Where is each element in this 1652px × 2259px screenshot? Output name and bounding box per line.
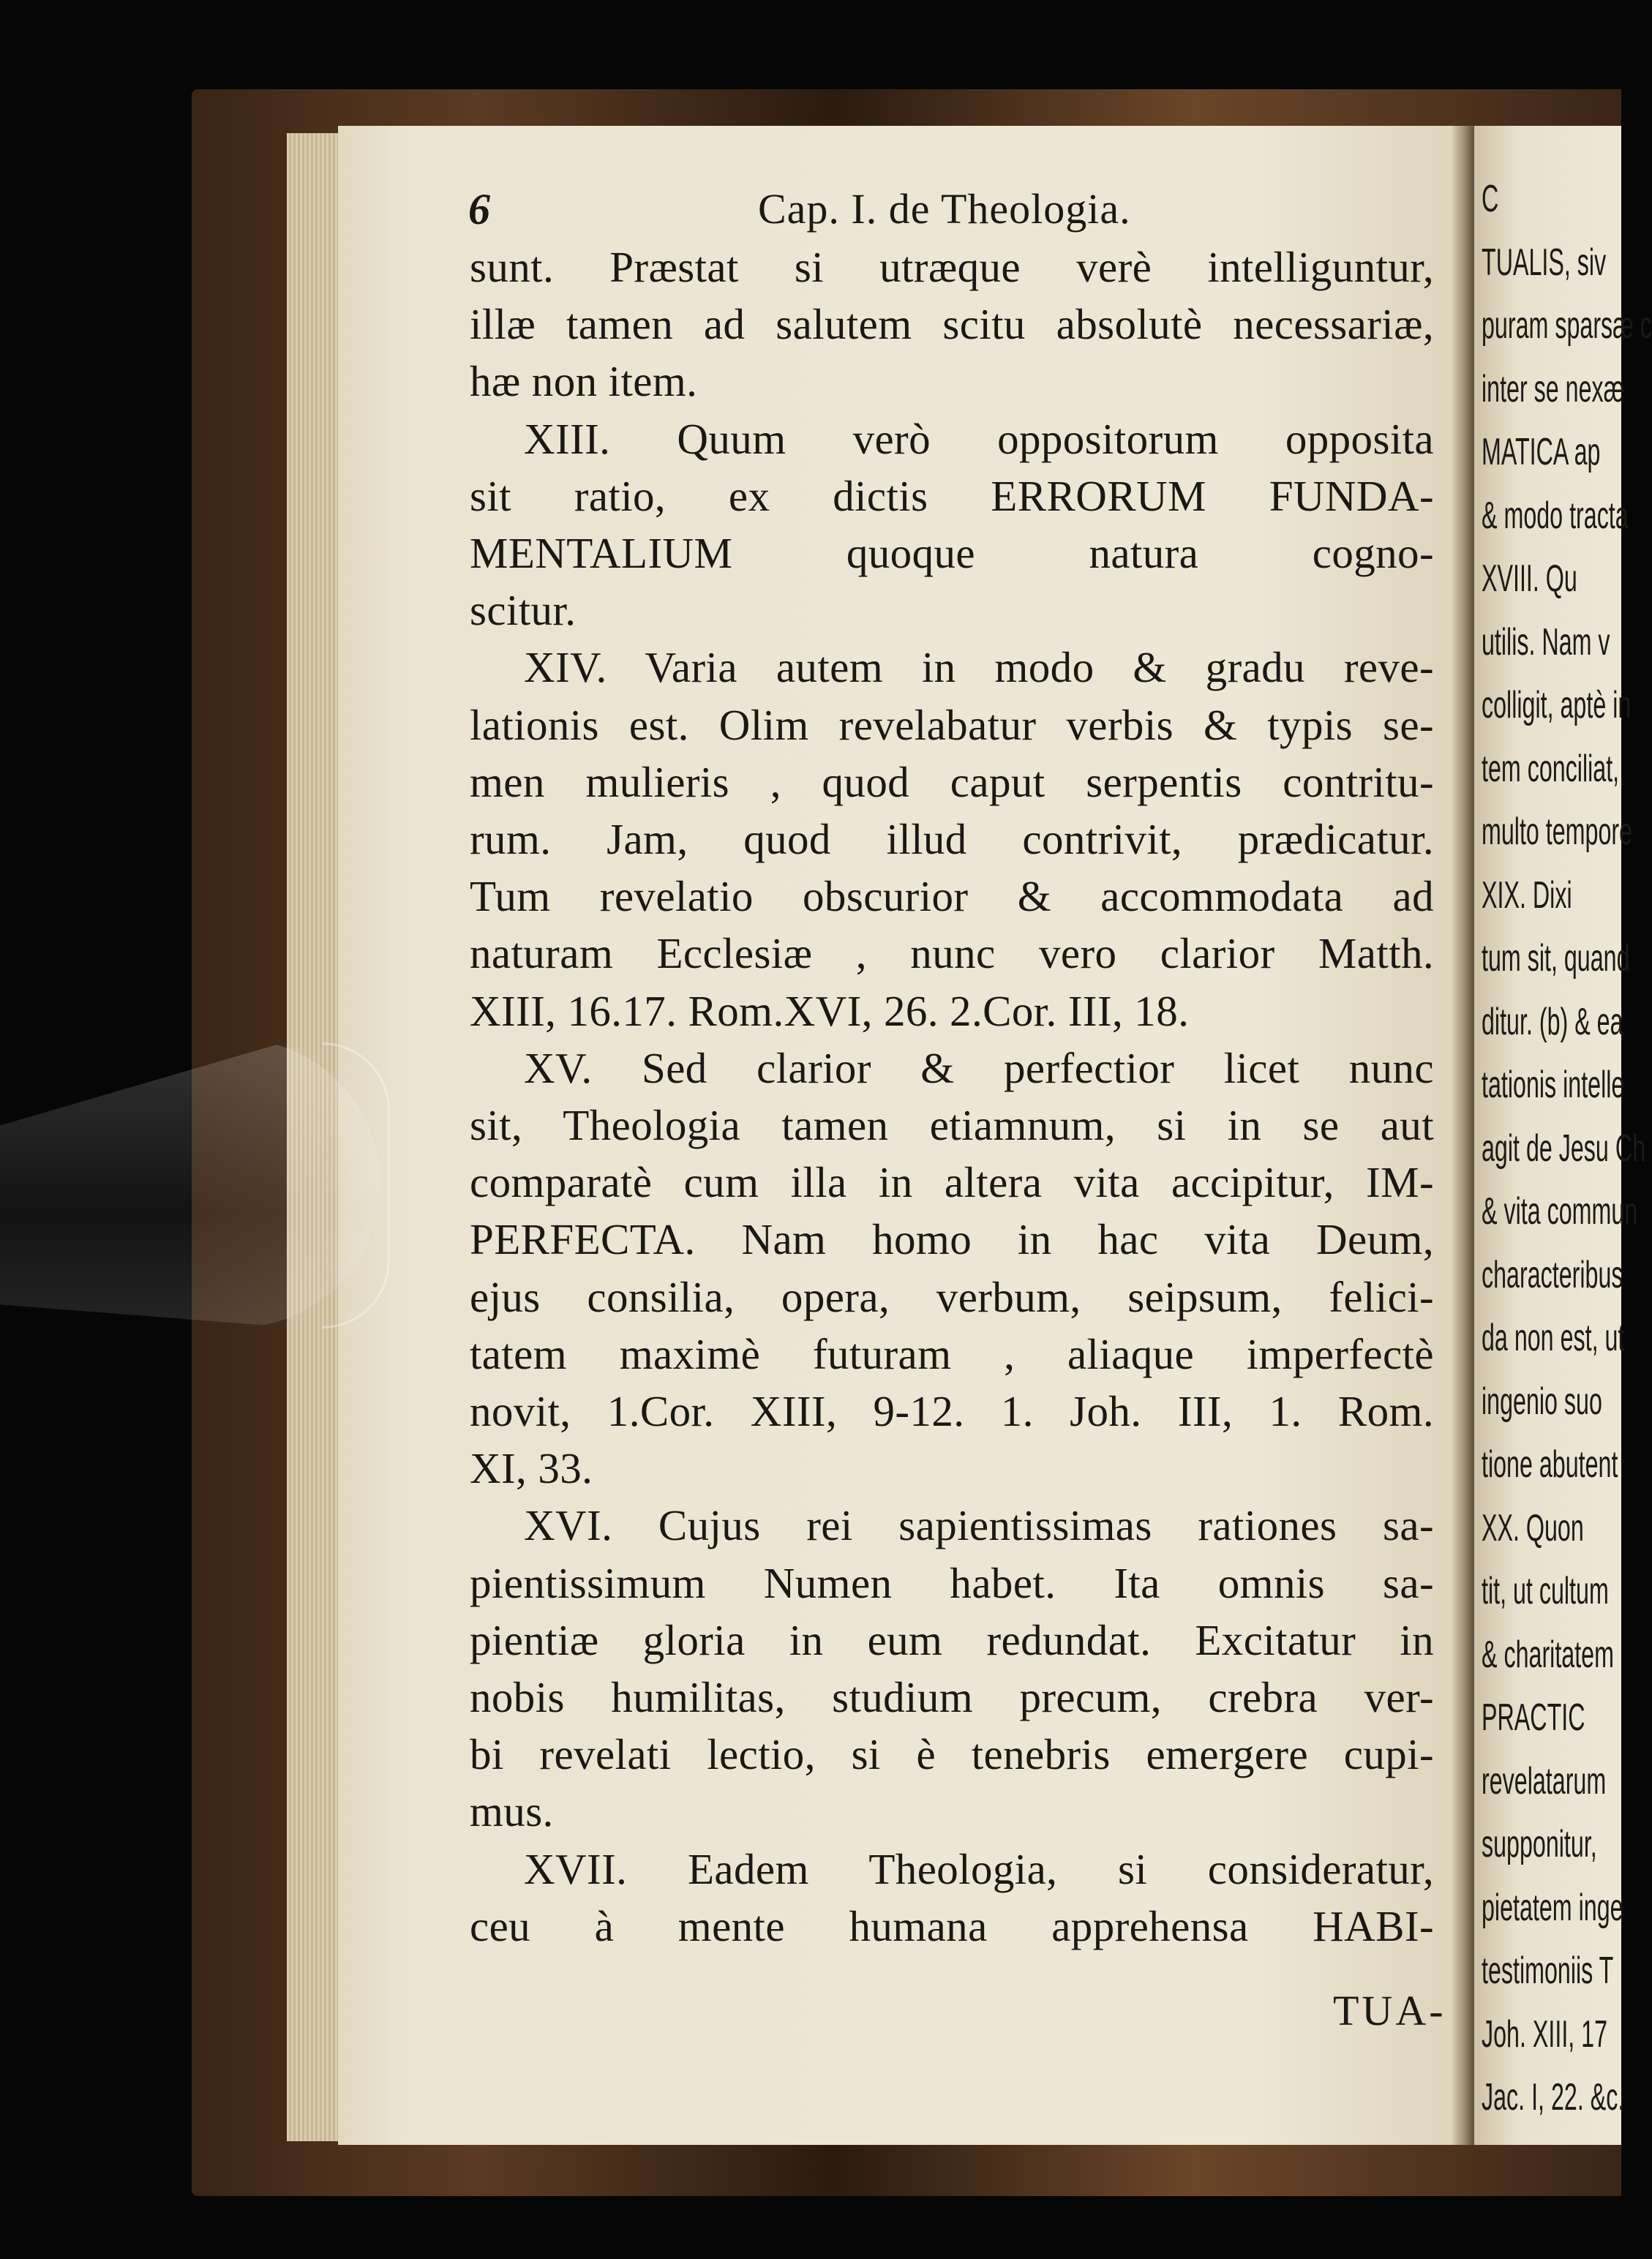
- glass-weight-edge: [322, 1042, 390, 1328]
- text-line: novit, 1.Cor. XIII, 9-12. 1. Joh. III, 1. Rom.: [470, 1387, 1434, 1435]
- text-line: XVI. Cujus rei sapientissimas rationes sa-: [524, 1501, 1434, 1550]
- facing-page-line: agit de Jesu Ch: [1482, 1127, 1646, 1170]
- catchword: TUA-: [1333, 1987, 1446, 2034]
- text-line: pientissimum Numen habet. Ita omnis sa-: [470, 1558, 1434, 1607]
- text-line: ejus consilia, opera, verbum, seipsum, felici-: [470, 1272, 1434, 1321]
- facing-page-line: Joh. XIII, 17: [1482, 2012, 1608, 2056]
- text-line: tatem maximè futuram , aliaque imperfectè: [470, 1329, 1434, 1378]
- text-line: mus.: [470, 1787, 554, 1836]
- facing-page-line: & charitatem: [1482, 1633, 1614, 1676]
- text-line: lationis est. Olim revelabatur verbis & typis se-: [470, 700, 1434, 749]
- facing-page-line: multo tempore: [1482, 811, 1633, 853]
- text-line: sunt. Præstat si utræque verè intelliguntur,: [470, 243, 1434, 291]
- facing-page-line: tationis intelle: [1482, 1064, 1625, 1106]
- text-line: PERFECTA. Nam homo in hac vita Deum,: [470, 1215, 1434, 1264]
- text-line: MENTALIUM quoque natura cogno-: [470, 529, 1434, 577]
- running-title: Cap. I. de Theologia.: [758, 185, 1131, 233]
- text-line: sit ratio, ex dictis ERRORUM FUNDA-: [470, 471, 1434, 520]
- text-line: scitur.: [470, 586, 577, 635]
- facing-page-line: da non est, ut: [1482, 1317, 1625, 1359]
- facing-page-line: XIX. Dixi: [1482, 873, 1572, 917]
- text-line: XV. Sed clarior & perfectior licet nunc: [524, 1043, 1434, 1092]
- facing-page-line: XX. Quon: [1482, 1506, 1584, 1549]
- facing-page-line: TUALIS, siv: [1482, 241, 1607, 284]
- text-line: XIII. Quum verò oppositorum opposita: [524, 414, 1434, 463]
- facing-page-line: colligit, aptè in: [1482, 684, 1632, 726]
- text-line: rum. Jam, quod illud contrivit, prædicatur.: [470, 815, 1434, 863]
- text-line: XIII, 16.17. Rom.XVI, 26. 2.Cor. III, 18.: [470, 986, 1190, 1035]
- facing-page-line: MATICA ap: [1482, 431, 1601, 473]
- text-line: ceu à mente humana apprehensa HABI-: [470, 1901, 1434, 1950]
- facing-page-line: tum sit, quand: [1482, 937, 1630, 980]
- text-line: XVII. Eadem Theologia, si consideratur,: [524, 1844, 1434, 1893]
- facing-page-line: inter se nexæ: [1482, 367, 1625, 410]
- facing-page-line: ditur. (b) & ea: [1482, 1000, 1623, 1043]
- text-line: nobis humilitas, studium precum, crebra ver-: [470, 1673, 1434, 1721]
- facing-page-line: ingenio suo: [1482, 1380, 1602, 1423]
- text-line: bi revelati lectio, si è tenebris emergere cupi-: [470, 1730, 1434, 1779]
- facing-page-line: puram sparsæ c: [1482, 304, 1652, 347]
- facing-page-line: revelatarum: [1482, 1759, 1607, 1803]
- facing-page-line: XVIII. Qu: [1482, 557, 1577, 600]
- facing-page-line: pietatem inge: [1482, 1886, 1623, 1929]
- facing-page-line: C: [1482, 178, 1499, 220]
- facing-page-line: characteribus: [1482, 1253, 1623, 1296]
- facing-page-line: tit, ut cultum: [1482, 1570, 1609, 1612]
- text-line: comparatè cum illa in altera vita accipitur, IM-: [470, 1158, 1434, 1207]
- text-line: Tum revelatio obscurior & accommodata ad: [470, 872, 1434, 921]
- text-line: men mulieris , quod caput serpentis contritu-: [470, 757, 1434, 806]
- text-line: illæ tamen ad salutem scitu absolutè necessariæ,: [470, 300, 1434, 349]
- facing-page-line: tione abutent: [1482, 1443, 1618, 1486]
- facing-page-line: & vita commun: [1482, 1190, 1638, 1233]
- facing-page-line: PRACTIC: [1482, 1696, 1585, 1739]
- text-line: hæ non item.: [470, 357, 698, 406]
- facing-page-line: utilis. Nam v: [1482, 620, 1610, 664]
- text-line: naturam Ecclesiæ , nunc vero clarior Matth.: [470, 929, 1434, 978]
- text-line: XIV. Varia autem in modo & gradu reve-: [524, 643, 1434, 692]
- text-line: sit, Theologia tamen etiamnum, si in se aut: [470, 1101, 1434, 1149]
- page-number: 6: [468, 185, 490, 233]
- facing-page-line: & modo tracta: [1482, 494, 1629, 537]
- facing-page-line: supponitur,: [1482, 1823, 1597, 1865]
- facing-page-line: Jac. I, 22. &c.: [1482, 2076, 1625, 2119]
- facing-page-line: testimoniis T: [1482, 1950, 1614, 1992]
- text-line: XI, 33.: [470, 1444, 593, 1493]
- text-line: pientiæ gloria in eum redundat. Excitatur in: [470, 1615, 1434, 1664]
- facing-page-line: tem conciliat,: [1482, 747, 1620, 790]
